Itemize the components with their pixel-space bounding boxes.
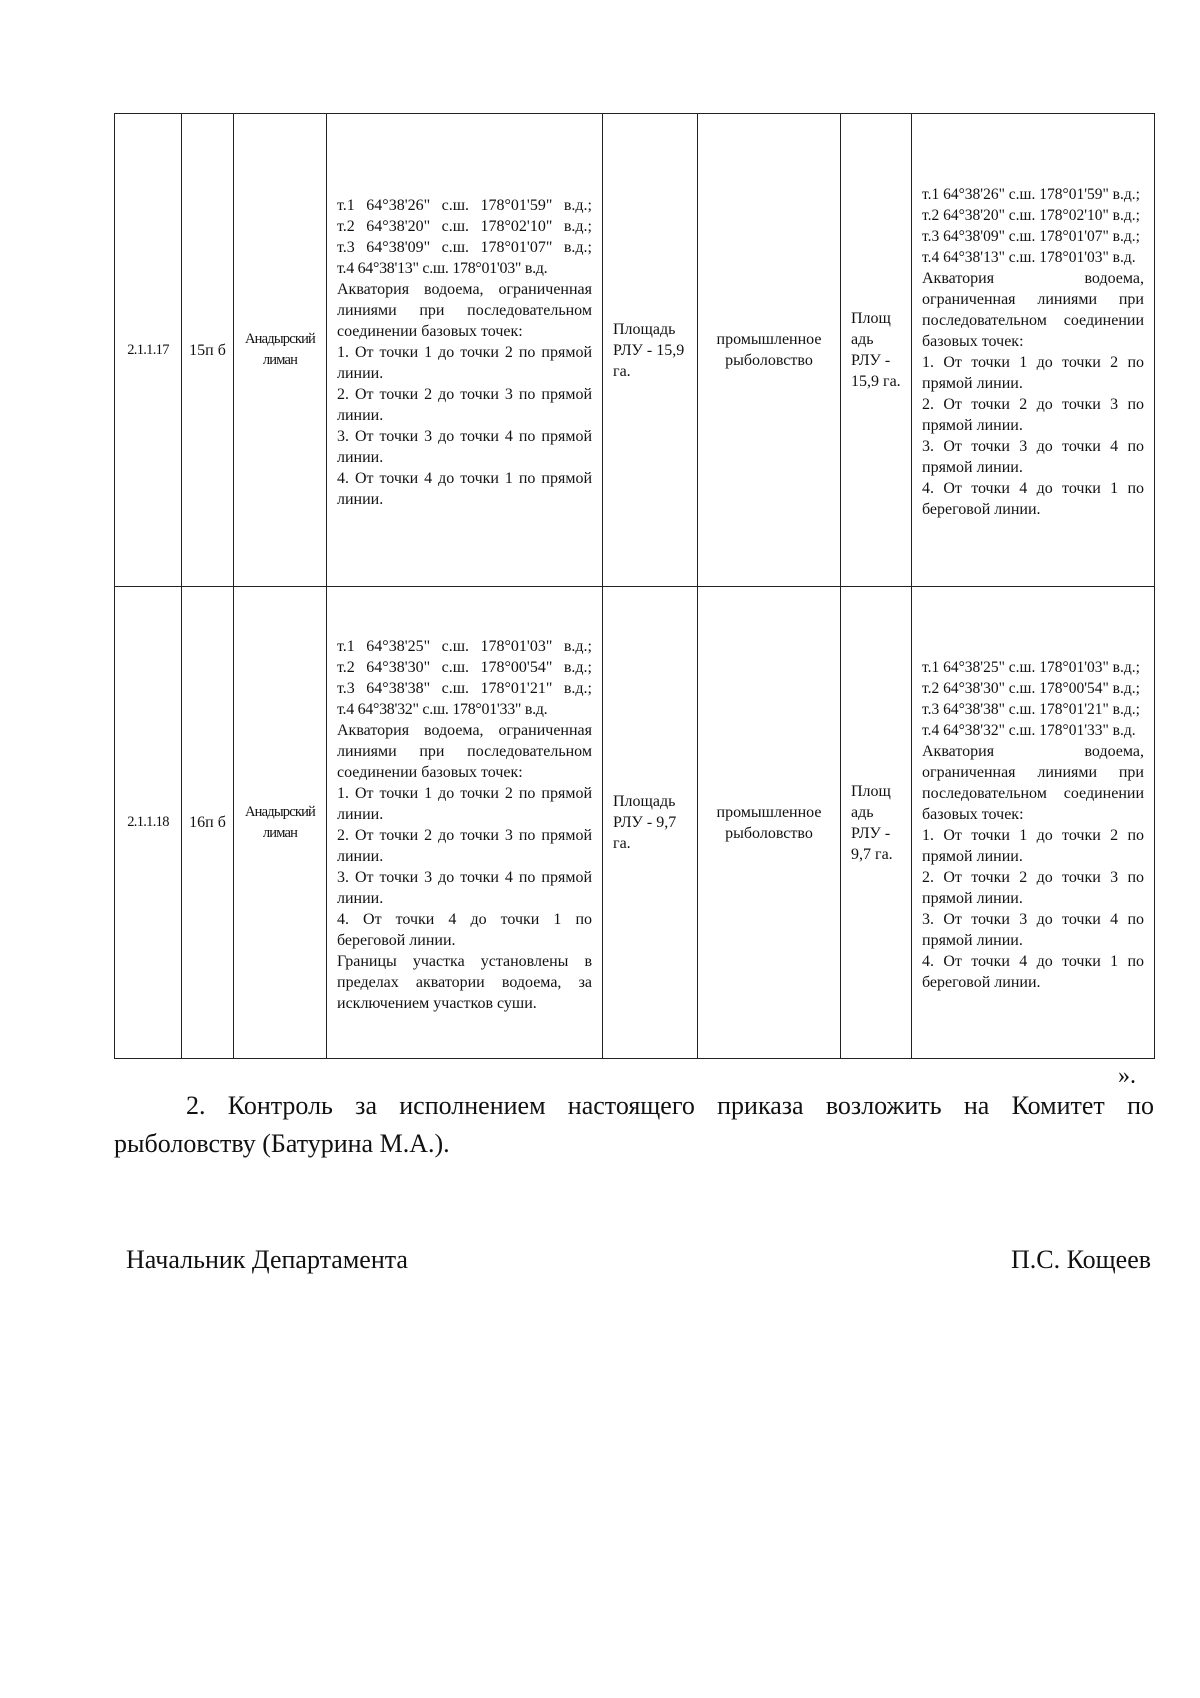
boundary-step: 2. От точки 2 до точки 3 по прямой линии.: [922, 868, 1144, 907]
point-coordinates: т.4 64°38'32" с.ш. 178°01'33" в.д.: [337, 700, 548, 718]
point-coordinates: т.2 64°38'20" с.ш. 178°02'10" в.д.;: [337, 217, 592, 235]
point-coordinates: т.3 64°38'09" с.ш. 178°01'07" в.д.;: [922, 228, 1140, 245]
table-row: [115, 587, 1155, 1059]
area-code: 15п б: [182, 114, 234, 587]
row-number: 2.1.1.17: [115, 114, 182, 587]
signatory-name: П.С. Кощеев: [1011, 1245, 1152, 1274]
boundary-step: 3. От точки 3 до точки 4 по прямой линии.: [337, 427, 592, 466]
usage-type: промышленное рыболовство: [698, 114, 841, 587]
boundary-text: Акватория водоема, ограниченная линиями при последовательном соединении базовых точек:: [922, 742, 1144, 823]
boundary-step: 3. От точки 3 до точки 4 по прямой линии.: [922, 438, 1144, 476]
area-size: Площадь РЛУ - 15,9 га.: [603, 114, 698, 587]
point-coordinates: т.1 64°38'25" с.ш. 178°01'03" в.д.;: [337, 637, 592, 655]
boundary-description-2: [912, 114, 1155, 587]
area-size-2: Площ адь РЛУ - 9,7 га.: [841, 587, 912, 1059]
point-coordinates: т.3 64°38'09" с.ш. 178°01'07" в.д.;: [337, 238, 592, 256]
boundary-step: 4. От точки 4 до точки 1 по береговой линии.: [922, 952, 1144, 991]
point-coordinates: т.1 64°38'26" с.ш. 178°01'59" в.д.;: [922, 186, 1140, 203]
boundary-step: 4. От точки 4 до точки 1 по береговой линии.: [337, 910, 592, 949]
boundary-step: 3. От точки 3 до точки 4 по прямой линии.: [922, 910, 1144, 949]
area-size: Площадь РЛУ - 9,7 га.: [603, 587, 698, 1059]
boundary-step: 3. От точки 3 до точки 4 по прямой линии.: [337, 868, 592, 907]
point-coordinates: т.4 64°38'13" с.ш. 178°01'03" в.д.: [922, 249, 1136, 266]
water-body-name: Анадырский лиман: [234, 114, 327, 587]
boundary-text: Акватория водоема, ограниченная линиями при последовательном соединении базовых точек:: [922, 270, 1144, 350]
point-coordinates: т.1 64°38'25" с.ш. 178°01'03" в.д.;: [922, 658, 1140, 676]
area-size-2: Площ адь РЛУ - 15,9 га.: [841, 114, 912, 587]
boundary-text: Акватория водоема, ограниченная линиями при последовательном соединении базовых точек:: [337, 721, 592, 781]
usage-type: промышленное рыболовство: [698, 587, 841, 1059]
water-body-name: Анадырский лиман: [234, 587, 327, 1059]
point-coordinates: т.2 64°38'30" с.ш. 178°00'54" в.д.;: [337, 658, 592, 676]
boundary-description-2: [912, 587, 1155, 1059]
fishing-areas-table: [114, 113, 1155, 1059]
boundary-step: 2. От точки 2 до точки 3 по прямой линии.: [922, 396, 1144, 434]
boundary-step: 1. От точки 1 до точки 2 по прямой линии.: [922, 354, 1144, 392]
boundary-note: Границы участка установлены в пределах акватории водоема, за исключением участков суши.: [337, 952, 592, 1012]
table-row: [115, 114, 1155, 587]
point-coordinates: т.4 64°38'32" с.ш. 178°01'33" в.д.: [922, 721, 1136, 739]
boundary-step: 4. От точки 4 до точки 1 по прямой линии.: [337, 469, 592, 508]
boundary-step: 4. От точки 4 до точки 1 по береговой линии.: [922, 480, 1144, 518]
boundary-description: [327, 587, 603, 1059]
area-code: 16п б: [182, 587, 234, 1059]
boundary-description: [327, 114, 603, 587]
boundary-step: 1. От точки 1 до точки 2 по прямой линии.: [337, 343, 592, 382]
point-coordinates: т.1 64°38'26" с.ш. 178°01'59" в.д.;: [337, 196, 592, 214]
point-coordinates: т.2 64°38'20" с.ш. 178°02'10" в.д.;: [922, 207, 1140, 224]
point-coordinates: т.3 64°38'38" с.ш. 178°01'21" в.д.;: [922, 700, 1140, 718]
boundary-step: 1. От точки 1 до точки 2 по прямой линии.: [922, 826, 1144, 865]
closing-quote: ».: [1118, 1063, 1136, 1089]
row-number: 2.1.1.18: [115, 587, 182, 1059]
point-coordinates: т.4 64°38'13" с.ш. 178°01'03" в.д.: [337, 259, 548, 277]
boundary-text: Акватория водоема, ограниченная линиями при последовательном соединении базовых точек:: [337, 280, 592, 340]
boundary-step: 2. От точки 2 до точки 3 по прямой линии.: [337, 385, 592, 424]
boundary-step: 1. От точки 1 до точки 2 по прямой линии.: [337, 784, 592, 823]
point-coordinates: т.3 64°38'38" с.ш. 178°01'21" в.д.;: [337, 679, 592, 697]
point-coordinates: т.2 64°38'30" с.ш. 178°00'54" в.д.;: [922, 679, 1140, 697]
boundary-step: 2. От точки 2 до точки 3 по прямой линии.: [337, 826, 592, 865]
signatory-title: Начальник Департамента: [126, 1245, 408, 1274]
order-paragraph: 2. Контроль за исполнением настоящего приказа возложить на Комитет по рыболовству (Батурина М.А.).: [114, 1091, 1154, 1158]
